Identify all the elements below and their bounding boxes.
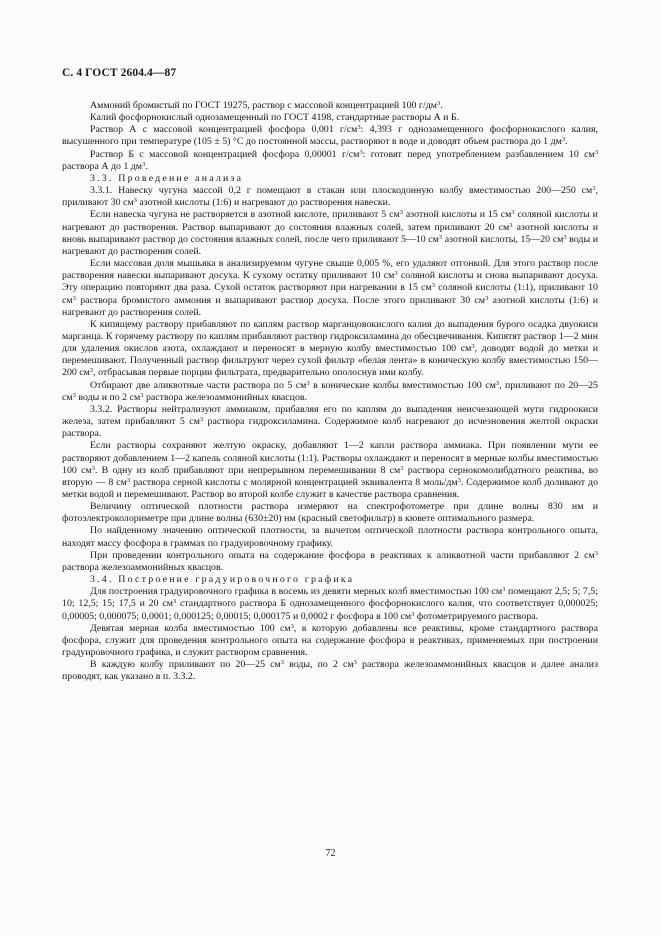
paragraph: Отбирают две аликвотные части раствора по 5 $см^3$ в конические колбы вместимостью 100 $см^3$, приливают по 20—25 $см^3$ воды и по 2 $см^3$ раствора железоаммонийных квасцов. [62, 379, 598, 403]
paragraph: К кипящему раствору прибавляют по каплям раствор марганцовокислого калия до выпадения бурого осадка двуокиси марганца. К горячему раствору по каплям прибавляют раствор гидроксиламина до обесцвечивания. Кипятят раствор 1—2 мин для удаления окислов азота, охлаждают и переносят в мерную колбу вместимостью 100 $см^3$, доводят водой до метки и перемешивают. Полученный раствор фильтруют через сухой фильтр «белая лента» в коническую колбу вместимостью 150—200 $см^3$, отбрасывая первые порции фильтрата, предварительно ополоснув ими колбу. [62, 318, 598, 379]
paragraph: Девятая мерная колба вместимостью 100 $см^3$, в которую добавлены все реактивы, кроме стандартного раствора фосфора, служит для проведения контрольного опыта на содержание фосфора в реактивах, применяемых при построении градуировочного графика, и служит раствором сравнения. [62, 622, 598, 659]
page-header: С. 4 ГОСТ 2604.4—87 [62, 67, 177, 79]
page-number: 72 [325, 848, 336, 859]
paragraph: Раствор Б с массовой концентрацией фосфора 0,00001 $г/см^3$: готовят перед употреблением разбавлением 10 $см^3$ раствора А до 1 $дм^3$. [62, 148, 598, 172]
paragraph: Аммоний бромистый по ГОСТ 19275, раствор с массовой концентрацией 100 $г/дм^3$. [90, 100, 443, 111]
paragraph: Для построения градуировочного графика в восемь из девяти мерных колб вместимостью 100 $см^3$ помещают 2,5; 5; 7,5; 10; 12,5; 15; 17,5 и 20 $см^3$ стандартного раствора Б однозамещенного фосфорнокислого калия, что соответствует 0,000025; 0,00005; 0,000075; 0,0001; 0,000125; 0,00015; 0,000175 и 0,0002 г фосфора в 100 $см^3$ фотометрируемого раствора. [62, 586, 598, 622]
paragraph: По найденному значению оптической плотности, за вычетом оптической плотности раствора контрольного опыта, находят массу фосфора в граммах по градуировочному графику. [62, 525, 598, 549]
paragraph: При проведении контрольного опыта на содержание фосфора в реактивах к аликвотной части прибавляют 2 $см^3$ раствора железоаммонийных квасцов. [62, 549, 598, 573]
paragraph: Величину оптической плотности раствора измеряют на спектрофотометре при длине волны 830 нм и фотоэлектроколориметре при длине волны (630±20) нм (красный светофильтр) в кювете оптимального размера. [62, 501, 598, 525]
paragraph: Если навеска чугуна не растворяется в азотной кислоте, приливают 5 $см^3$ азотной кислоты и 15 $см^3$ соляной кислоты и нагревают до растворения. Раствор выпаривают до состояния влажных солей, затем приливают 20 $см^3$ азотной кислоты и вновь выпаривают раствор до состояния влажных солей, после чего приливают 5—10 $см^3$ азотной кислоты, 15—20 $см^3$ воды и нагревают до растворения солей. [62, 209, 598, 257]
paragraph: В каждую колбу приливают по 20—25 $см^3$ воды, по 2 $см^3$ раствора железоаммонийных квасцов и далее анализ проводят, как указано в п. 3.3.2. [62, 659, 598, 683]
document-body [62, 100, 598, 684]
paragraph: 3.3.1. Навеску чугуна массой 0,2 г помещают в стакан или плоскодонную колбу вместимостью 200—250 $см^3$, приливают 30 $см^3$ азотной кислоты (1:6) и нагревают до растворения навески. [62, 185, 598, 209]
section-heading: 3.3. Проведение анализа [90, 172, 244, 184]
paragraph: Если растворы сохраняют желтую окраску, добавляют 1—2 капли раствора аммиака. При появлении мути ее растворяют добавлением 1—2 капель соляной кислоты (1:1). Растворы охлаждают и переносят в мерные колбы вместимостью 100 $см^3$. В одну из колб прибавляют при непрерывном перемешивании 8 $см^3$ раствора сернокомолибдатного реактива, во вторую — 8 $см^3$ раствора серной кислоты с молярной концентрацией эквивалента 8 моль/$дм^3$. Содержимое колб доливают до метки водой и перемешивают. Раствор во второй колбе служит в качестве раствора сравнения. [62, 440, 599, 500]
paragraph: Раствор А с массовой концентрацией фосфора 0,001 $г/см^3$: 4,393 г однозамещенного фосфорнокислого калия, высушенного при температуре (105 ± 5) °С до постоянной массы, растворяют в воде и доводят объем раствора до 1 $дм^3$. [62, 124, 598, 148]
paragraph: Калий фосфорнокислый однозамещенный по ГОСТ 4198, стандартные растворы А и Б. [90, 112, 460, 124]
section-heading: 3.4. Построение градуировочного графика [90, 574, 355, 586]
paragraph: 3.3.2. Растворы нейтрализуют аммиаком, прибавляя его по каплям до выпадения неисчезающей мути гидроокиси железа, затем прибавляют 5 $см^3$ раствора гидроксиламина. Содержимое колб нагревают до исчезновения желтой окраски раствора. [62, 403, 598, 440]
paragraph: Если массовая доля мышьяка в анализируемом чугуне свыше 0,005 %, его удаляют отгонкой. Для этого раствор после растворения навески выпаривают досуха. К сухому остатку приливают 10 $см^3$ соляной кислоты и снова выпаривают досуха. Эту операцию повторяют два раза. Сухой остаток растворяют при нагревании в 15 $см^3$ соляной кислоты (1:1), приливают 10 $см^3$ раствора бромистого аммония и выпаривают раствор досуха. После этого приливают 30 $см^3$ азотной кислоты (1:6) и нагревают до растворения солей. [62, 258, 598, 318]
